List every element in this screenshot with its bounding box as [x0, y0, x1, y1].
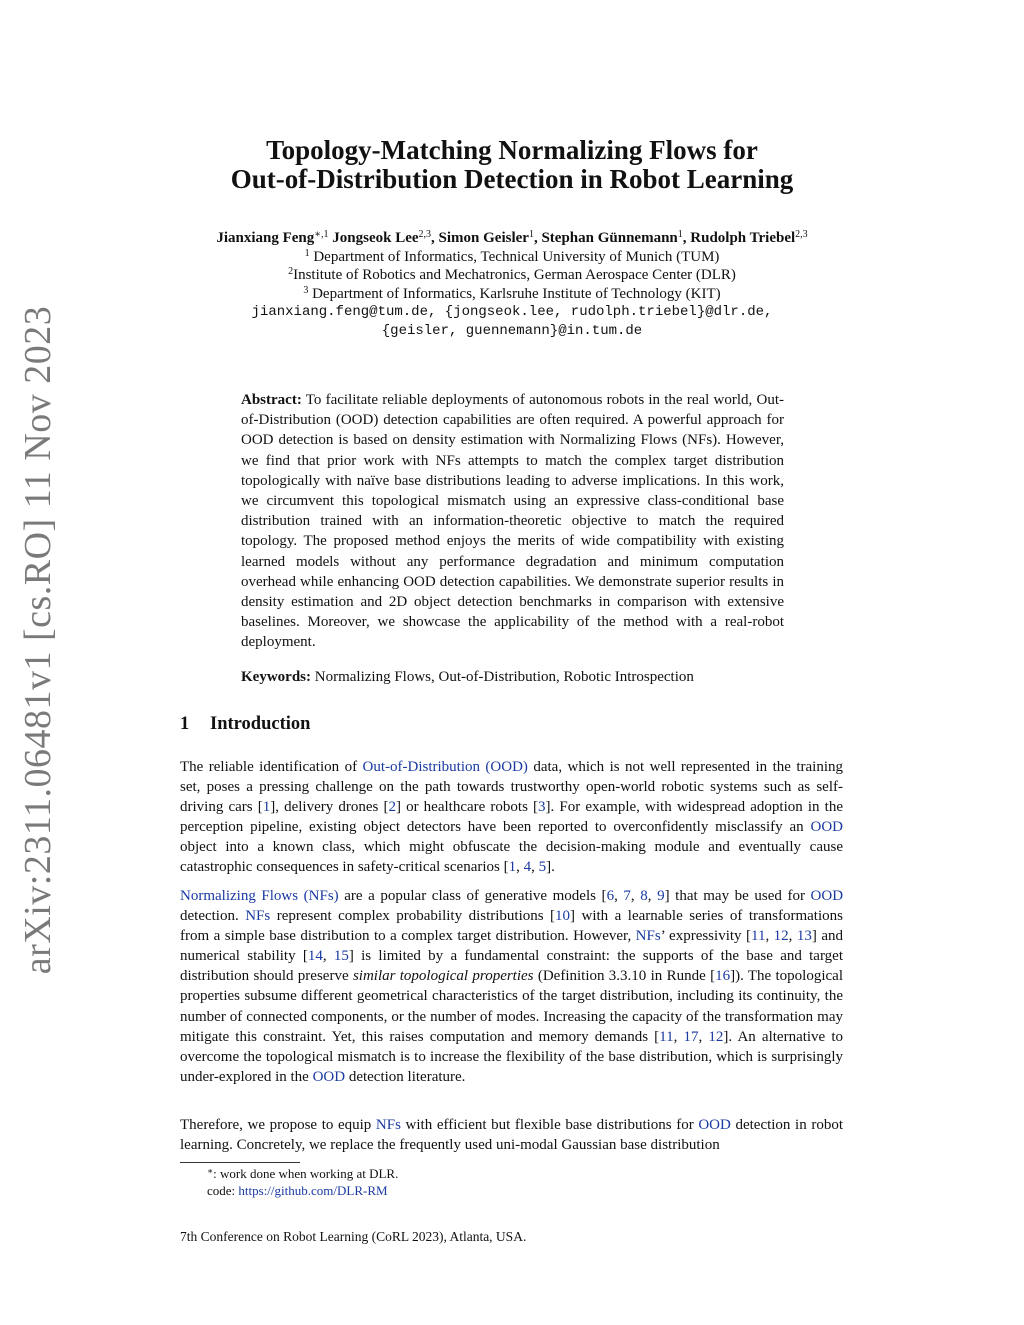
title-line-2: Out-of-Distribution Detection in Robot Learning	[230, 164, 794, 194]
citation-link[interactable]: 4	[523, 859, 532, 876]
text-run: Therefore, we propose to equip	[180, 1117, 376, 1133]
paper-title	[0, 136, 1024, 194]
keywords	[241, 667, 784, 687]
affiliation-text: Institute of Robotics and Mechatronics, German Aerospace Center (DLR)	[293, 267, 736, 283]
acronym-link-nfs[interactable]: Normalizing Flows (NFs)	[180, 888, 339, 904]
acronym-link-ood[interactable]: OOD	[810, 888, 844, 904]
citation-link[interactable]: 1	[508, 859, 517, 876]
citation-link[interactable]: 12	[773, 928, 789, 945]
author-sup: 2,3	[795, 229, 808, 240]
citation-link[interactable]: 11	[751, 928, 766, 945]
author-emails-line-2: {geisler, guennemann}@in.tum.de	[381, 322, 643, 339]
footnote-rule	[180, 1162, 300, 1163]
footnotes	[207, 1166, 398, 1199]
author-block	[0, 229, 1024, 340]
footnote	[207, 1166, 398, 1183]
footnote-text: : work done when working at DLR.	[213, 1166, 399, 1181]
author-name: Rudolph Triebel	[690, 230, 796, 246]
abstract-text: To facilitate reliable deployments of autonomous robots in the real world, Out-of-Distribution (OOD) detection capabilities are often required. A powerful approach for OOD detection is based on density estimation with Normalizing Flows (NFs). However, we find that prior work with NFs attempts to match the complex target distribution topologically with naïve base distributions leading to adverse implications. In this work, we circumvent this topological mismatch using an expressive class-conditional base distribution trained with an information-theoretic objective to match the required topology. The proposed method enjoys the merits of wide compatibility with existing learned models without any performance degradation and minimum computation overhead while enhancing OOD detection capabilities. We demonstrate superior results in density estimation and 2D object detection benchmarks in comparison with extensive baselines. Moreover, we showcase the applicability of the method with a real-robot deployment.	[241, 392, 784, 651]
title-line-1: Topology-Matching Normalizing Flows for	[266, 135, 758, 165]
citation-link[interactable]: 3	[538, 799, 546, 816]
citation-link[interactable]: 1	[262, 799, 271, 816]
text-run: ], delivery drones [	[270, 799, 389, 816]
citation-link[interactable]: 16	[715, 968, 731, 985]
acronym-link-nfs[interactable]: NFs	[375, 1117, 401, 1133]
affiliation	[0, 285, 1024, 304]
citation-link[interactable]: 9	[657, 888, 665, 904]
footnote-mark: ∗	[207, 1166, 214, 1176]
text-run: ] or healthcare robots [	[395, 799, 539, 816]
citation-link[interactable]: 10	[555, 908, 571, 925]
acronym-link-ood[interactable]: OOD	[810, 819, 843, 836]
author-name: Jianxiang Feng	[216, 230, 315, 246]
citation-link[interactable]: 17	[683, 1028, 699, 1045]
affiliation-sup: 2	[288, 266, 294, 277]
paragraph: Normalizing Flows (NFs) are a popular class of generative models [6, 7, 8, 9] that may be used for OOD detection. NFs represent complex probability distributions [10] with a learnable series of transformations from a simple base distribution to a complex target distribution. However, NFs’ expressivity [11, 12, 13] and numerical stability [14, 15] is limited by a fundamental constraint: the supports of the base and target distribution should preserve similar topological properties (Definition 3.3.10 in Runde [16]). The topological properties subsume different geometrical characteristics of the target distribution, including its continuity, the number of connected components, or the number of modes. Increasing the capacity of the transformation may mitigate this constraint. Yet, this raises computation and memory demands [11, 17, 12]. An alternative to overcome the topological mismatch is to increase the flexibility of the base distribution, which is surprisingly under-explored in the OOD detection literature.	[180, 888, 844, 1085]
citation-link[interactable]: 15	[333, 948, 349, 965]
text-run: ]. An alternative to overcome the topological mismatch is to increase the flexibility of the base distribution, which is surprisingly under-explored in the	[180, 1028, 844, 1085]
text-run: ]. For example, with widespread adoption in the perception pipeline, existing object detectors have been reported to overconfidently misclassify an	[180, 799, 843, 836]
text-run: detection in robot learning. Concretely, we replace the frequently used uni-modal Gaussian base distribution	[180, 1117, 843, 1154]
keywords-label: Keywords:	[241, 669, 311, 685]
citation-link[interactable]: 14	[307, 948, 323, 965]
citation-link[interactable]: 13	[796, 928, 812, 945]
text-run: object into a known class, which might obfuscate the decision-making module and eventually cause catastrophic consequences in safety-critical scenarios [	[180, 839, 843, 876]
text-run: ] and numerical stability [	[180, 928, 844, 965]
author-sup: ∗,1	[314, 229, 329, 240]
text-run: with efficient but flexible base distributions for	[400, 1117, 699, 1133]
affiliation-text: Department of Informatics, Technical University of Munich (TUM)	[309, 248, 720, 265]
author-names: Jianxiang Feng$^{∗,1}$ Jongseok Lee$^{2,3}$, Simon Geisler$^1$, Stephan Günnemann$^1$, Rudolph Triebel$^{2,3}$	[216, 229, 808, 246]
acronym-link-ood[interactable]: OOD	[312, 1068, 346, 1085]
text-run: ] is limited by a fundamental constraint: the supports of the base and target distribution should preserve	[180, 948, 844, 985]
text-run: detection.	[180, 908, 246, 925]
citation-link[interactable]: 2	[388, 799, 396, 816]
paragraph: The reliable identification of Out-of-Distribution (OOD) data, which is not well represented in the training set, poses a pressing challenge on the path towards trustworthy open-world robotic systems such as self-driving cars [1], delivery drones [2] or healthcare robots [3]. For example, with widespread adoption in the perception pipeline, existing object detectors have been reported to overconfidently misclassify an OOD object into a known class, which might obfuscate the decision-making module and eventually cause catastrophic consequences in safety-critical scenarios [1, 4, 5].	[180, 759, 843, 876]
acronym-link-nfs[interactable]: NFs	[635, 928, 661, 945]
text-run: data, which is not well represented in the training set, poses a pressing challenge on the path towards trustworthy open-world robotic systems such as self-driving cars [	[180, 759, 843, 816]
section-heading	[180, 714, 310, 735]
footnote-text: code:	[207, 1182, 239, 1198]
text-run: ] that may be used for	[664, 888, 811, 904]
affiliation	[0, 248, 1024, 267]
venue-note: 7th Conference on Robot Learning (CoRL 2023), Atlanta, USA.	[180, 1229, 527, 1244]
text-run: ’ expressivity [	[660, 928, 751, 945]
acronym-link-nfs[interactable]: NFs	[245, 908, 271, 925]
affiliation	[0, 266, 1024, 285]
text-run: (Definition 3.3.10 in Runde [	[533, 968, 716, 985]
section-title: Introduction	[210, 714, 311, 734]
author-sup: 1	[677, 229, 683, 240]
affiliation-sup: 1	[304, 247, 310, 259]
text-run: ]). The topological properties subsume different geometrical characteristics of the target distribution, including its continuity, the number of connected components, or the number of modes. Increasing the capacity of the transformation may mitigate this constraint. Yet, this raises computation and memory demands [	[180, 968, 843, 1045]
paragraph	[180, 1115, 843, 1155]
author-name: Jongseok Lee	[332, 230, 419, 246]
text-run: represent complex probability distributions [	[270, 908, 556, 925]
text-run: ].	[546, 859, 555, 876]
citation-link[interactable]: 12	[708, 1028, 724, 1045]
emphasis-text: similar topological properties	[352, 968, 534, 985]
text-run: detection literature.	[345, 1068, 466, 1085]
abstract-label: Abstract:	[241, 392, 302, 408]
citation-link[interactable]: 11	[659, 1028, 674, 1045]
acronym-link-ood[interactable]: Out-of-Distribution (OOD)	[362, 759, 528, 775]
keywords-text: Normalizing Flows, Out-of-Distribution, Robotic Introspection	[311, 669, 694, 685]
text-run: The reliable identification of	[180, 759, 363, 775]
code-link[interactable]: https://github.com/DLR-RM	[238, 1182, 388, 1198]
author-sup: 2,3	[418, 229, 432, 240]
arxiv-stamp[interactable]: arXiv:2311.06481v1 [cs.RO] 11 Nov 2023	[17, 305, 59, 975]
citation-link[interactable]: 6	[606, 888, 615, 904]
text-run: ] with a learnable series of transformations from a simple base distribution to a complex target distribution. However,	[180, 908, 843, 945]
author-name: Stephan Günnemann	[541, 230, 678, 246]
footnote-code	[207, 1183, 398, 1200]
section-number: 1	[180, 714, 190, 734]
author-sup: 1	[528, 229, 534, 240]
text-run: are a popular class of generative models [	[338, 888, 607, 904]
author-name: Simon Geisler	[438, 230, 529, 246]
affiliation-sup: 3	[303, 284, 309, 296]
acronym-link-ood[interactable]: OOD	[698, 1117, 731, 1133]
citation-link[interactable]: 7	[623, 888, 631, 904]
citation-link[interactable]: 8	[640, 888, 648, 904]
author-emails-line-1: jianxiang.feng@tum.de, {jongseok.lee, rudolph.triebel}@dlr.de,	[251, 304, 773, 320]
affiliation-text: Department of Informatics, Karlsruhe Institute of Technology (KIT)	[308, 285, 721, 302]
abstract	[241, 390, 784, 653]
citation-link[interactable]: 5	[538, 859, 547, 876]
